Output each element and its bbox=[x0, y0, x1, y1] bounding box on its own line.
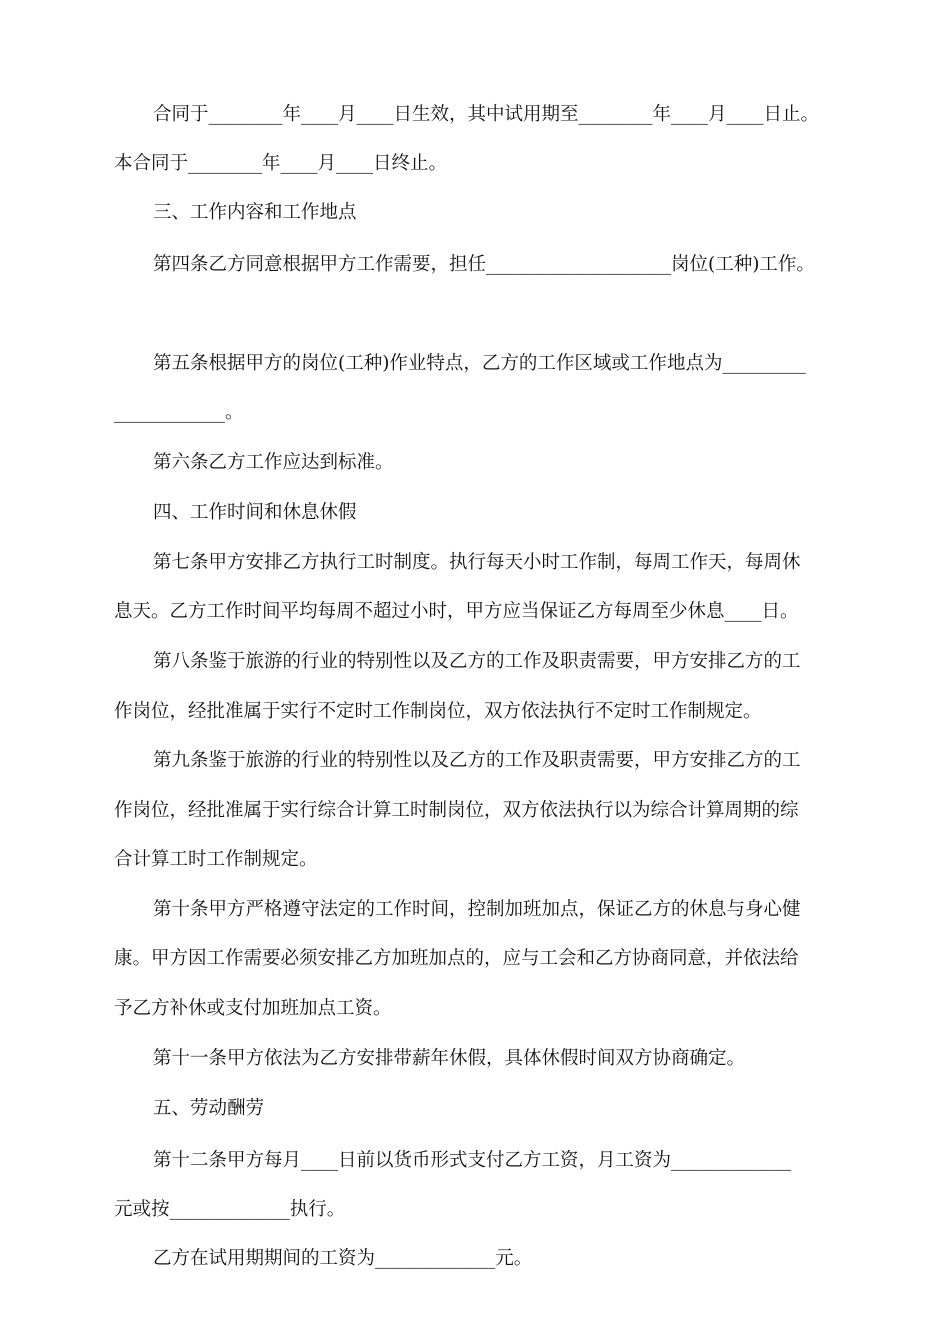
paragraph-line: 息天。乙方工作时间平均每周不超过小时，甲方应当保证乙方每周至少休息____日。 bbox=[114, 601, 799, 622]
article-4: 第四条乙方同意根据甲方工作需要，担任____________________岗位(工种)工作。 bbox=[153, 254, 815, 275]
article-10: 第十条甲方严格遵守法定的工作时间，控制加班加点，保证乙方的休息与身心健 bbox=[153, 899, 801, 920]
paragraph-line: 合计算工时工作制规定。 bbox=[114, 849, 318, 870]
paragraph-line: 康。甲方因工作需要必须安排乙方加班加点的，应与工会和乙方协商同意，并依法给 bbox=[114, 948, 799, 969]
paragraph-line: 予乙方补休或支付加班加点工资。 bbox=[114, 998, 392, 1019]
paragraph-line: ____________。 bbox=[114, 402, 244, 423]
article-11: 第十一条甲方依法为乙方安排带薪年休假，具体休假时间双方协商确定。 bbox=[153, 1048, 746, 1069]
paragraph-line: 合同于________年____月____日生效，其中试用期至________年____月____日止。 bbox=[153, 104, 820, 125]
article-5: 第五条根据甲方的岗位(工种)作业特点，乙方的工作区域或工作地点为_________ bbox=[153, 353, 806, 374]
paragraph-line: 作岗位，经批准属于实行不定时工作制岗位，双方依法执行不定时工作制规定。 bbox=[114, 701, 762, 722]
section-heading: 四、工作时间和休息休假 bbox=[153, 502, 357, 523]
article-12: 第十二条甲方每月____日前以货币形式支付乙方工资，月工资为_____________ bbox=[153, 1150, 792, 1171]
paragraph-line: 作岗位，经批准属于实行综合计算工时制岗位，双方依法执行以为综合计算周期的综 bbox=[114, 800, 799, 821]
paragraph-line: 元或按_____________执行。 bbox=[114, 1199, 346, 1220]
section-heading: 三、工作内容和工作地点 bbox=[153, 202, 357, 223]
paragraph-line: 乙方在试用期期间的工资为_____________元。 bbox=[153, 1248, 533, 1269]
article-8: 第八条鉴于旅游的行业的特别性以及乙方的工作及职责需要，甲方安排乙方的工 bbox=[153, 651, 801, 672]
article-6: 第六条乙方工作应达到标准。 bbox=[153, 452, 394, 473]
article-7: 第七条甲方安排乙方执行工时制度。执行每天小时工作制，每周工作天，每周休 bbox=[153, 552, 801, 573]
paragraph-line: 本合同于________年____月____日终止。 bbox=[114, 153, 448, 174]
section-heading: 五、劳动酬劳 bbox=[153, 1098, 265, 1119]
article-9: 第九条鉴于旅游的行业的特别性以及乙方的工作及职责需要，甲方安排乙方的工 bbox=[153, 750, 801, 771]
